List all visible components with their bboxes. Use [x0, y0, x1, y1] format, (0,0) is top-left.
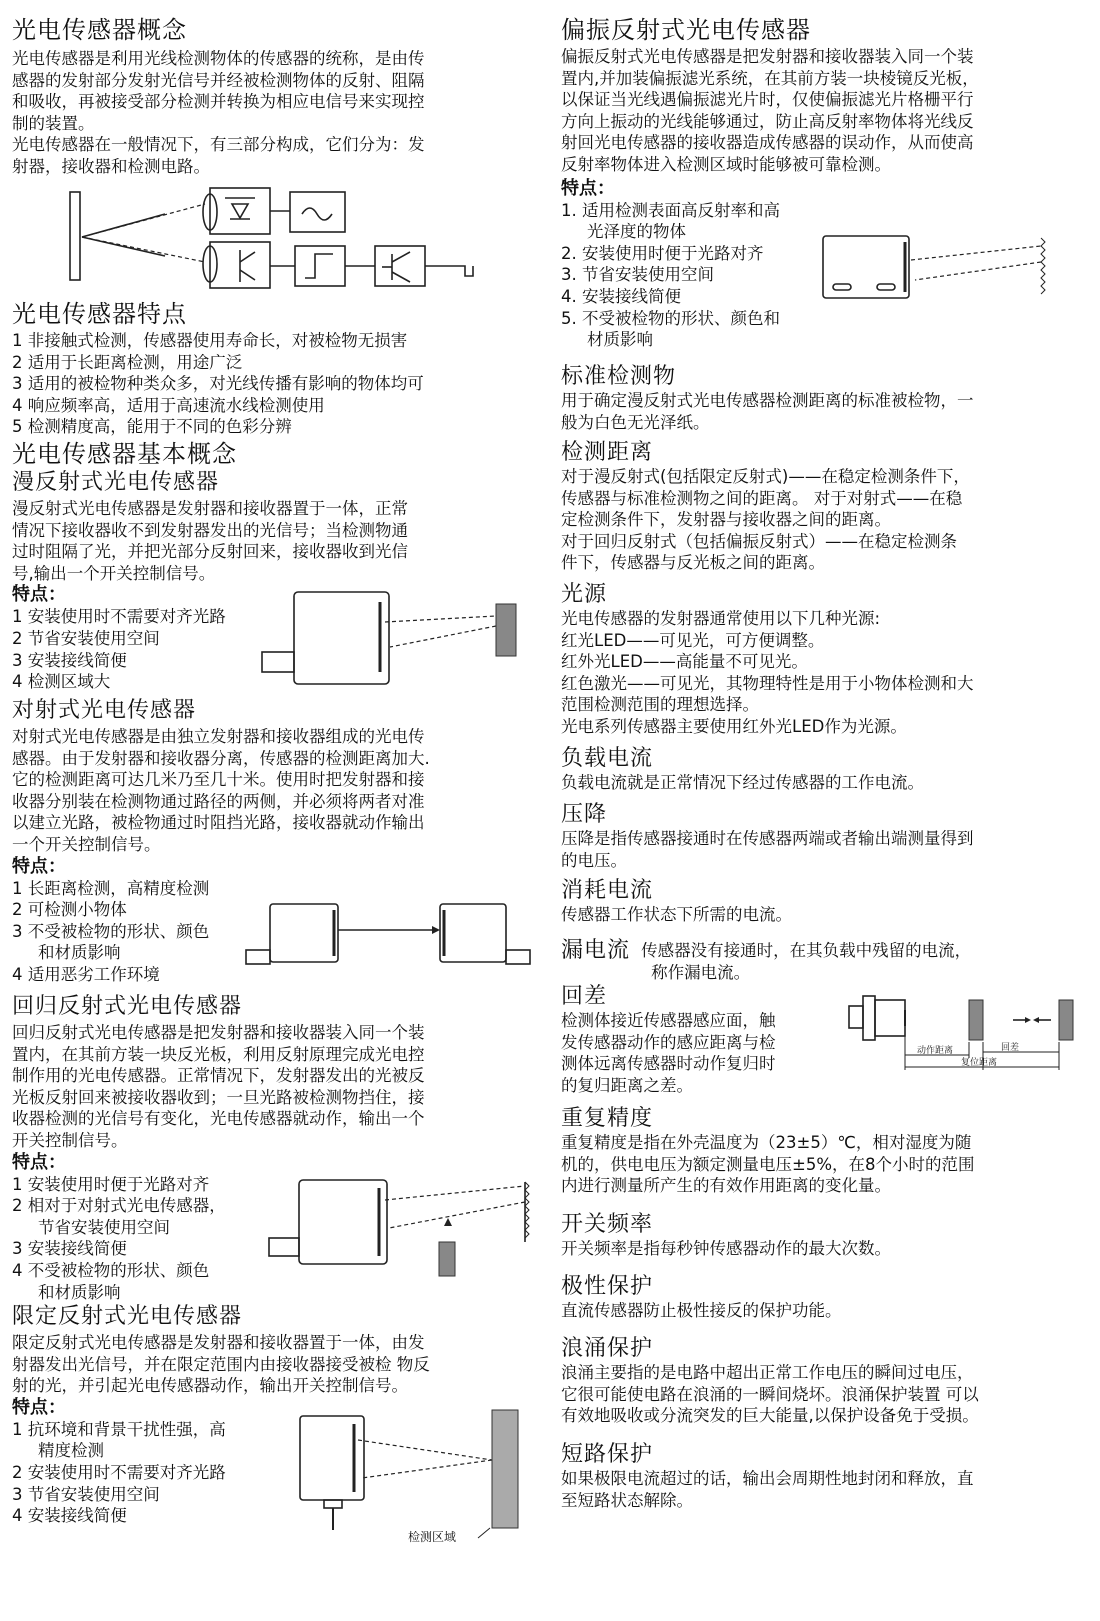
text-line: 传感器与标准检测物之间的距离。 对于对射式——在稳 — [561, 488, 963, 508]
section-title: 回差 — [561, 984, 608, 1009]
output-transistor-box — [375, 246, 425, 286]
hysteresis-label: 回差 — [1001, 1043, 1020, 1053]
text-line: 反射率物体进入检测区域时能够被可靠检测。 — [561, 154, 891, 174]
section-title: 负载电流 — [561, 746, 654, 771]
emitter-box — [210, 188, 270, 234]
list-item: 2 可检测小物体 — [12, 900, 127, 920]
text-line: 件下，传感器与反光板之间的距离。 — [561, 553, 825, 573]
text-line: 传感器没有接通时，在其负载中残留的电流， — [641, 941, 972, 960]
text-line: 一个开关控制信号。 — [12, 834, 161, 854]
list-item: 光泽度的物体 — [587, 222, 686, 242]
text-line: 偏振反射式光电传感器是把发射器和接收器装入同一个装 — [561, 47, 974, 66]
comparator-box — [295, 246, 345, 286]
diffuse-diagram — [260, 582, 550, 692]
list-item: 1 安装使用时便于光路对齐 — [12, 1174, 210, 1194]
hysteresis-diagram — [829, 990, 1091, 1070]
target-plate — [70, 192, 80, 280]
text-line: 射器发出光信号，并在限定范围内由接收器接受被检 物反 — [12, 1354, 430, 1374]
list-item: 2 相对于对射式光电传感器， — [12, 1196, 226, 1216]
text-line: 浪涌主要指的是电路中超出正常工作电压的瞬间过电压， — [561, 1363, 974, 1382]
list-item: 4 不受被检物的形状、颜色 — [12, 1260, 210, 1280]
text-line: 光电传感器的发射器通常使用以下几种光源: — [561, 609, 881, 628]
list-item: 1. 适用检测表面高反射率和高 — [561, 200, 780, 220]
photoelectric-block-diagram — [70, 182, 490, 297]
text-line: 红色激光——可见光，其物理特性是用于小物体检测和大 — [561, 673, 974, 693]
text-line: 它的检测距离可达几米乃至几十米。使用时把发射器和接 — [12, 770, 425, 790]
section-title: 检测距离 — [561, 440, 654, 465]
text-line: 对于漫反射式(包括限定反射式)——在稳定检测条件下， — [561, 467, 970, 486]
section-title: 光电传感器概念 — [12, 16, 187, 44]
text-line: 收器分别装在检测物通过路径的两侧，并必须将两者对准 — [12, 791, 425, 811]
text-line: 感器。由于发射器和接收器分离，传感器的检测距离加大. — [12, 748, 430, 768]
section-title: 开关频率 — [561, 1212, 654, 1237]
text-line: 机的，供电电压为额定测量电压±5%，在8个小时的范围 — [561, 1154, 975, 1174]
section-repeat-accuracy — [561, 1106, 1091, 1197]
text-line: 光电传感器是利用光线检测物体的传感器的统称，是由传 — [12, 49, 425, 68]
list-item: 4. 安装接线简便 — [561, 286, 681, 306]
text-line: 情况下接收器收不到发射器发出的光信号；当检测物通 — [12, 520, 408, 540]
text-line: 传感器工作状态下所需的电流。 — [561, 905, 792, 924]
polarized-diagram — [819, 232, 1089, 302]
text-line: 的电压。 — [561, 850, 627, 870]
list-item: 2 安装使用时不需要对齐光路 — [12, 1462, 226, 1482]
section-title: 漫反射式光电传感器 — [12, 470, 220, 495]
text-line: 它很可能使电路在浪涌的一瞬间烧坏。浪涌保护装置 可以 — [561, 1384, 979, 1404]
section-title: 极性保护 — [561, 1274, 654, 1299]
text-line: 的复归距离之差。 — [561, 1075, 693, 1095]
list-item: 3 不受被检物的形状、颜色 — [12, 921, 210, 941]
through-beam-diagram — [244, 900, 544, 970]
text-line: 以建立光路，被检物通过时阻挡光路，接收器就动作输出 — [12, 813, 425, 833]
text-line: 重复精度是指在外壳温度为（23±5）℃，相对湿度为随 — [561, 1133, 972, 1152]
section-title: 光电传感器基本概念 — [12, 440, 237, 468]
section-detection-distance — [561, 440, 1091, 574]
text-line: 负载电流就是正常情况下经过传感器的工作电流。 — [561, 773, 924, 792]
list-item: 材质影响 — [587, 330, 653, 350]
text-line: 检测体接近传感器感应面，触 — [561, 1011, 776, 1030]
text-line: 压降是指传感器接通时在传感器两端或者输出端测量得到 — [561, 829, 974, 848]
section-title: 限定反射式光电传感器 — [12, 1304, 243, 1329]
section-title: 消耗电流 — [561, 878, 654, 903]
text-line: 收器检测的光信号有变化，光电传感器就动作，输出一个 — [12, 1109, 425, 1129]
section-title: 浪涌保护 — [561, 1336, 654, 1361]
list-item: 3 适用的被检物种类众多，对光线传播有影响的物体均可 — [12, 374, 424, 394]
list-item: 节省安装使用空间 — [38, 1217, 170, 1237]
section-polarity-protection — [561, 1274, 1091, 1322]
section-concept — [12, 16, 542, 178]
text-line: 光电传感器在一般情况下，有三部分构成，它们分为：发 — [12, 135, 425, 155]
list-item: 4 响应频率高，适用于高速流水线检测使用 — [12, 395, 325, 415]
text-line: 感器的发射部分发射光信号并经被检测物体的反射、阻隔 — [12, 70, 425, 90]
list-item: 1 抗环境和背景干扰性强，高 — [12, 1419, 226, 1439]
features-label: 特点： — [12, 584, 66, 606]
list-item: 和材质影响 — [38, 1282, 121, 1302]
section-switching-frequency — [561, 1212, 1091, 1260]
section-title: 光源 — [561, 582, 608, 607]
section-title: 光电传感器特点 — [12, 300, 187, 328]
list-item: 2 节省安装使用空间 — [12, 628, 160, 648]
text-line: 开关频率是指每秒钟传感器动作的最大次数。 — [561, 1239, 891, 1258]
para — [12, 48, 542, 178]
list-item: 精度检测 — [38, 1441, 104, 1461]
text-line: 方向上振动的光线能够通过，防止高反射率物体将光线反 — [561, 111, 974, 131]
reset-distance-label: 复位距离 — [961, 1058, 998, 1068]
text-line: 对于回归反射式（包括偏振反射式）——在稳定检测条 — [561, 531, 957, 551]
text-line: 号,输出一个开关控制信号。 — [12, 563, 216, 583]
text-line: 如果极限电流超过的话，输出会周期性地封闭和释放，直 — [561, 1469, 974, 1488]
text-line: 发传感器动作的感应距离与检 — [561, 1032, 776, 1052]
text-line: 过时阻隔了光，并把光部分反射回来，接收器收到光信 — [12, 542, 408, 562]
text-line: 漫反射式光电传感器是发射器和接收器置于一体，正常 — [12, 499, 408, 518]
text-line: 回归反射式光电传感器是把发射器和接收器装入同一个装 — [12, 1023, 425, 1042]
retro-reflective-diagram — [267, 1172, 552, 1282]
list-item: 2. 安装使用时便于光路对齐 — [561, 243, 764, 263]
action-distance-label: 动作距离 — [917, 1046, 954, 1056]
text-line: 测体远离传感器时动作复归时 — [561, 1054, 776, 1074]
text-line: 开关控制信号。 — [12, 1130, 128, 1150]
section-light-source — [561, 582, 1091, 738]
list-item: 5 检测精度高，能用于不同的色彩分辨 — [12, 417, 292, 437]
features-label: 特点： — [12, 855, 66, 877]
list-item: 2 适用于长距离检测，用途广泛 — [12, 352, 243, 372]
text-line: 光板反射回来被接收器收到；一旦光路被检测物挡住，接 — [12, 1087, 425, 1107]
text-line: 光电系列传感器主要使用红外光LED作为光源。 — [561, 716, 907, 736]
text-line: 红光LED——可见光，可方便调整。 — [561, 630, 825, 650]
list-item: 1 非接触式检测，传感器使用寿命长，对被检物无损害 — [12, 331, 408, 350]
section-load-current — [561, 746, 1091, 794]
section-title: 短路保护 — [561, 1442, 654, 1467]
section-title: 偏振反射式光电传感器 — [561, 16, 811, 44]
section-standard-object — [561, 364, 1091, 433]
list-item: 4 检测区域大 — [12, 672, 111, 692]
list-item: 3 安装接线简便 — [12, 1239, 127, 1259]
text-line: 称作漏电流。 — [651, 962, 751, 982]
text-line: 般为白色无光泽纸。 — [561, 412, 710, 432]
list-item: 和材质影响 — [38, 943, 121, 963]
section-title: 重复精度 — [561, 1106, 654, 1131]
list-item: 1 安装使用时不需要对齐光路 — [12, 607, 226, 627]
section-voltage-drop — [561, 802, 1091, 871]
list-item: 3 节省安装使用空间 — [12, 1484, 160, 1504]
list-item: 1 长距离检测，高精度检测 — [12, 878, 210, 898]
text-line: 制的装置。 — [12, 113, 95, 133]
list-item: 3. 节省安装使用空间 — [561, 265, 714, 285]
section-basic-concept — [12, 440, 542, 468]
section-title: 回归反射式光电传感器 — [12, 994, 243, 1019]
text-line: 限定反射式光电传感器是发射器和接收器置于一体，由发 — [12, 1333, 425, 1352]
text-line: 至短路状态解除。 — [561, 1490, 693, 1510]
list-item: 4 适用恶劣工作环境 — [12, 964, 160, 984]
text-line: 定检测条件下，发射器与接收器之间的距离。 — [561, 510, 891, 530]
section-features — [12, 300, 542, 438]
text-line: 红外光LED——高能量不可见光。 — [561, 652, 808, 672]
text-line: 和吸收，再被接受部分检测并转换为相应电信号来实现控 — [12, 92, 425, 112]
section-short-circuit-protection — [561, 1442, 1091, 1511]
list-item: 4 安装接线简便 — [12, 1506, 127, 1526]
text-line: 制作用的光电传感器。正常情况下，发射器发出的光被反 — [12, 1066, 425, 1086]
oscillator-box — [290, 192, 345, 232]
detection-area-label: 检测区域 — [408, 1530, 457, 1544]
text-line: 内进行测量所产生的有效作用距离的变化量。 — [561, 1176, 891, 1196]
text-line: 直流传感器防止极性接反的保护功能。 — [561, 1301, 842, 1320]
section-current-consumption — [561, 878, 1091, 926]
text-line: 以保证当光线遇偏振滤光片时，仅使偏振滤光片格栅平行 — [561, 90, 974, 110]
text-line: 射的光，并引起光电传感器动作，输出开关控制信号。 — [12, 1376, 408, 1396]
feature-list — [12, 330, 542, 438]
text-line: 用于确定漫反射式光电传感器检测距离的标准被检物，一 — [561, 391, 974, 410]
text-line: 对射式光电传感器是由独立发射器和接收器组成的光电传 — [12, 727, 425, 746]
features-label: 特点： — [12, 1396, 66, 1418]
section-title: 标准检测物 — [561, 364, 677, 389]
text-line: 置内,并加装偏振滤光系统，在其前方装一块棱镜反光板， — [561, 68, 979, 88]
section-title: 压降 — [561, 802, 608, 827]
list-item: 3 安装接线简便 — [12, 650, 127, 670]
text-line: 有效地吸收或分流突发的巨大能量,以保护设备免于受损。 — [561, 1406, 979, 1426]
section-leakage-current — [561, 938, 1091, 983]
text-line: 范围检测范围的理想选择。 — [561, 695, 759, 715]
features-label: 特点： — [561, 177, 615, 199]
text-line: 射器，接收器和检测电路。 — [12, 156, 210, 176]
list-item: 5. 不受被检物的形状、颜色和 — [561, 308, 780, 328]
section-surge-protection — [561, 1336, 1091, 1427]
section-title: 漏电流 — [561, 938, 631, 963]
section-title: 对射式光电传感器 — [12, 698, 197, 723]
text-line: 射回光电传感器的接收器造成传感器的误动作，从而使高 — [561, 133, 974, 153]
features-label: 特点： — [12, 1151, 66, 1173]
text-line: 置内，在其前方装一块反光板，利用反射原理完成光电控 — [12, 1044, 425, 1064]
